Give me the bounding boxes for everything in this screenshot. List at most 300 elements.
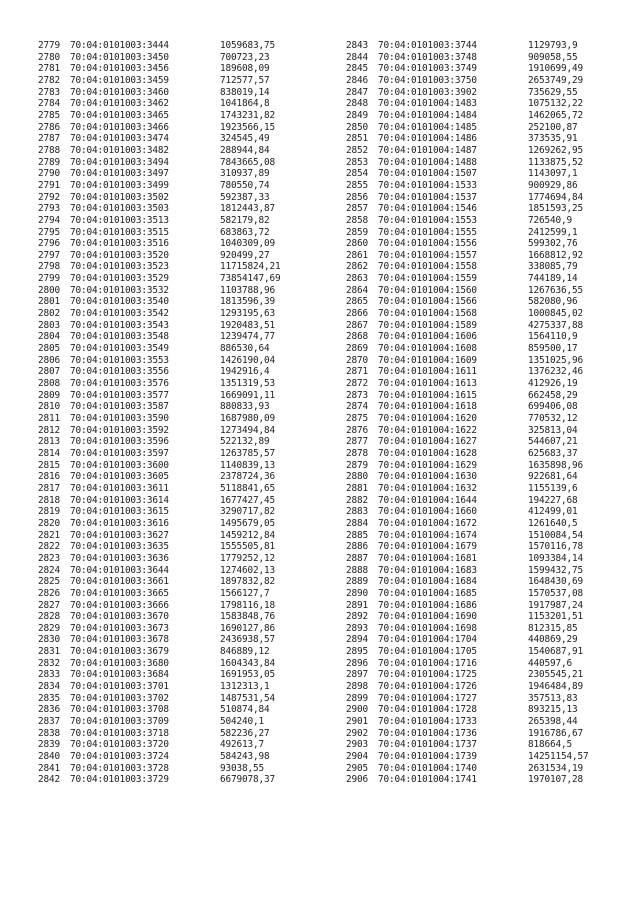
table-row	[38, 75, 330, 87]
row-number: 2816	[38, 471, 60, 483]
cadastral-number: 70:04:0101004:1556	[378, 238, 477, 250]
table-row	[346, 506, 638, 518]
cadastral-value: 14251154,57	[528, 751, 589, 763]
table-row	[346, 261, 638, 273]
table-row	[346, 320, 638, 332]
row-number: 2841	[38, 762, 60, 774]
row-number: 2845	[346, 63, 368, 75]
cadastral-number: 70:04:0101003:3749	[378, 63, 477, 75]
table-row	[346, 227, 638, 239]
cadastral-number: 70:04:0101004:1488	[378, 156, 477, 168]
table-row	[346, 565, 638, 577]
table-row	[38, 751, 330, 763]
cadastral-value: 440597,6	[528, 657, 572, 669]
table-row	[346, 634, 638, 646]
table-row	[38, 355, 330, 367]
table-row	[38, 681, 330, 693]
cadastral-number: 70:04:0101004:1553	[378, 214, 477, 226]
cadastral-number: 70:04:0101004:1557	[378, 249, 477, 261]
table-row	[38, 343, 330, 355]
cadastral-value: 1075132,22	[528, 98, 583, 110]
row-number: 2801	[38, 296, 60, 308]
cadastral-value: 1668812,92	[528, 249, 583, 261]
row-number: 2779	[38, 40, 60, 51]
cadastral-number: 70:04:0101004:1726	[378, 681, 477, 693]
row-number: 2834	[38, 681, 60, 693]
row-number: 2803	[38, 319, 60, 331]
cadastral-number: 70:04:0101003:3515	[70, 226, 169, 238]
cadastral-value: 1564110,9	[528, 331, 578, 343]
cadastral-value: 252100,87	[528, 121, 578, 133]
cadastral-value: 1798116,18	[220, 599, 275, 611]
cadastral-number: 70:04:0101004:1674	[378, 529, 477, 541]
table-row	[346, 308, 638, 320]
cadastral-value: 582080,96	[528, 296, 578, 308]
cadastral-value: 1103788,96	[220, 284, 275, 296]
cadastral-number: 70:04:0101003:3529	[70, 273, 169, 285]
table-row	[38, 133, 330, 145]
table-row	[38, 122, 330, 134]
cadastral-value: 1920483,51	[220, 319, 275, 331]
cadastral-value: 1263785,57	[220, 447, 275, 459]
cadastral-value: 893215,13	[528, 704, 578, 716]
cadastral-number: 70:04:0101003:3523	[70, 261, 169, 273]
cadastral-number: 70:04:0101004:1618	[378, 401, 477, 413]
table-row	[346, 704, 638, 716]
cadastral-number: 70:04:0101003:3503	[70, 203, 169, 215]
cadastral-number: 70:04:0101004:1741	[378, 774, 477, 786]
row-number: 2894	[346, 634, 368, 646]
table-row	[346, 530, 638, 542]
table-row	[38, 331, 330, 343]
cadastral-value: 1540687,91	[528, 646, 583, 658]
row-number: 2810	[38, 401, 60, 413]
cadastral-number: 70:04:0101004:1589	[378, 319, 477, 331]
row-number: 2789	[38, 156, 60, 168]
cadastral-value: 522132,89	[220, 436, 270, 448]
table-row	[38, 576, 330, 588]
row-number: 2842	[38, 774, 60, 786]
row-number: 2873	[346, 389, 368, 401]
cadastral-value: 1376232,46	[528, 366, 583, 378]
cadastral-value: 1129793,9	[528, 40, 578, 51]
row-number: 2795	[38, 226, 60, 238]
cadastral-value: 886530,64	[220, 343, 270, 355]
table-row	[346, 413, 638, 425]
cadastral-number: 70:04:0101003:3616	[70, 517, 169, 529]
table-row	[38, 401, 330, 413]
table-row	[346, 343, 638, 355]
table-row	[38, 168, 330, 180]
table-row	[38, 320, 330, 332]
cadastral-value: 1812443,87	[220, 203, 275, 215]
cadastral-value: 1059683,75	[220, 40, 275, 51]
table-row	[346, 296, 638, 308]
row-number: 2782	[38, 74, 60, 86]
row-number: 2896	[346, 657, 368, 669]
cadastral-number: 70:04:0101003:3611	[70, 482, 169, 494]
table-row	[38, 541, 330, 553]
cadastral-value: 744189,14	[528, 273, 578, 285]
row-number: 2796	[38, 238, 60, 250]
row-number: 2811	[38, 413, 60, 424]
row-number: 2863	[346, 273, 368, 285]
table-row	[346, 331, 638, 343]
cadastral-value: 1570537,08	[528, 587, 583, 599]
cadastral-value: 1566127,7	[220, 587, 270, 599]
row-number: 2840	[38, 751, 60, 763]
cadastral-number: 70:04:0101004:1486	[378, 133, 477, 145]
cadastral-value: 2631534,19	[528, 762, 583, 774]
table-row	[346, 611, 638, 623]
cadastral-number: 70:04:0101004:1608	[378, 343, 477, 355]
cadastral-number: 70:04:0101003:3720	[70, 739, 169, 751]
cadastral-value: 846889,12	[220, 646, 270, 658]
cadastral-number: 70:04:0101004:1533	[378, 179, 477, 191]
cadastral-number: 70:04:0101004:1537	[378, 191, 477, 203]
cadastral-number: 70:04:0101003:3540	[70, 296, 169, 308]
cadastral-value: 1495679,05	[220, 517, 275, 529]
cadastral-number: 70:04:0101003:3597	[70, 447, 169, 459]
cadastral-value: 1774694,84	[528, 191, 583, 203]
row-number: 2883	[346, 506, 368, 518]
cadastral-value: 1910699,49	[528, 63, 583, 75]
table-row	[346, 378, 638, 390]
row-number: 2797	[38, 249, 60, 261]
table-row	[346, 192, 638, 204]
cadastral-number: 70:04:0101003:3502	[70, 191, 169, 203]
table-row	[38, 378, 330, 390]
cadastral-number: 70:04:0101004:1644	[378, 494, 477, 506]
cadastral-value: 1604343,84	[220, 657, 275, 669]
table-row	[346, 495, 638, 507]
cadastral-number: 70:04:0101003:3459	[70, 74, 169, 86]
cadastral-number: 70:04:0101003:3750	[378, 74, 477, 86]
table-row	[38, 145, 330, 157]
row-number: 2829	[38, 622, 60, 634]
table-row	[346, 122, 638, 134]
cadastral-value: 1155139,6	[528, 482, 578, 494]
cadastral-number: 70:04:0101004:1487	[378, 144, 477, 156]
cadastral-number: 70:04:0101003:3520	[70, 249, 169, 261]
cadastral-value: 373535,91	[528, 133, 578, 145]
cadastral-value: 93038,55	[220, 762, 264, 774]
row-number: 2901	[346, 716, 368, 728]
table-row	[38, 728, 330, 740]
cadastral-number: 70:04:0101003:3499	[70, 179, 169, 191]
cadastral-value: 1677427,45	[220, 494, 275, 506]
cadastral-value: 73854147,69	[220, 273, 281, 285]
table-row	[346, 681, 638, 693]
row-number: 2892	[346, 611, 368, 623]
table-row	[38, 565, 330, 577]
table-row	[346, 751, 638, 763]
table-row	[38, 180, 330, 192]
row-number: 2900	[346, 704, 368, 716]
row-number: 2780	[38, 51, 60, 63]
cadastral-number: 70:04:0101004:1560	[378, 284, 477, 296]
cadastral-number: 70:04:0101004:1683	[378, 564, 477, 576]
row-number: 2888	[346, 564, 368, 576]
cadastral-number: 70:04:0101004:1559	[378, 273, 477, 285]
cadastral-number: 70:04:0101003:3635	[70, 541, 169, 553]
cadastral-value: 1669091,11	[220, 389, 275, 401]
cadastral-value: 584243,98	[220, 751, 270, 763]
table-row	[38, 87, 330, 99]
cadastral-value: 909058,55	[528, 51, 578, 63]
row-number: 2864	[346, 284, 368, 296]
cadastral-value: 1274602,13	[220, 564, 275, 576]
cadastral-number: 70:04:0101003:3548	[70, 331, 169, 343]
table-row	[346, 541, 638, 553]
cadastral-value: 1917987,24	[528, 599, 583, 611]
row-number: 2837	[38, 716, 60, 728]
table-row	[38, 669, 330, 681]
cadastral-number: 70:04:0101003:3636	[70, 552, 169, 564]
cadastral-number: 70:04:0101004:1690	[378, 611, 477, 623]
row-number: 2852	[346, 144, 368, 156]
table-row	[38, 588, 330, 600]
row-number: 2818	[38, 494, 60, 506]
cadastral-value: 922681,64	[528, 471, 578, 483]
table-row	[38, 63, 330, 75]
table-row	[346, 250, 638, 262]
table-row	[38, 693, 330, 705]
row-number: 2836	[38, 704, 60, 716]
cadastral-number: 70:04:0101003:3661	[70, 576, 169, 588]
cadastral-number: 70:04:0101003:3444	[70, 40, 169, 51]
row-number: 2904	[346, 751, 368, 763]
row-number: 2843	[346, 40, 368, 51]
row-number: 2876	[346, 424, 368, 436]
row-number: 2890	[346, 587, 368, 599]
table-row	[38, 203, 330, 215]
table-row	[346, 273, 638, 285]
row-number: 2866	[346, 308, 368, 320]
cadastral-value: 288944,84	[220, 144, 270, 156]
cadastral-value: 492613,7	[220, 739, 264, 751]
table-row	[38, 413, 330, 425]
cadastral-number: 70:04:0101003:3553	[70, 354, 169, 366]
cadastral-value: 338085,79	[528, 261, 578, 273]
table-row	[346, 658, 638, 670]
table-row	[346, 157, 638, 169]
cadastral-number: 70:04:0101004:1507	[378, 168, 477, 180]
table-row	[38, 716, 330, 728]
cadastral-value: 1942916,4	[220, 366, 270, 378]
cadastral-value: 1743231,82	[220, 109, 275, 121]
cadastral-number: 70:04:0101003:3684	[70, 669, 169, 681]
cadastral-value: 1813596,39	[220, 296, 275, 308]
table-row	[346, 774, 638, 786]
cadastral-value: 1690127,86	[220, 622, 275, 634]
cadastral-number: 70:04:0101004:1615	[378, 389, 477, 401]
cadastral-number: 70:04:0101004:1704	[378, 634, 477, 646]
table-row	[346, 133, 638, 145]
cadastral-number: 70:04:0101004:1628	[378, 447, 477, 459]
row-number: 2822	[38, 541, 60, 553]
cadastral-number: 70:04:0101003:3678	[70, 634, 169, 646]
table-row	[38, 98, 330, 110]
cadastral-number: 70:04:0101003:3605	[70, 471, 169, 483]
cadastral-number: 70:04:0101004:1660	[378, 506, 477, 518]
table-row	[38, 646, 330, 658]
cadastral-value: 770532,12	[528, 413, 578, 424]
cadastral-value: 1487531,54	[220, 692, 275, 704]
row-number: 2859	[346, 226, 368, 238]
cadastral-number: 70:04:0101004:1630	[378, 471, 477, 483]
row-number: 2861	[346, 249, 368, 261]
cadastral-number: 70:04:0101003:3748	[378, 51, 477, 63]
cadastral-value: 712577,57	[220, 74, 270, 86]
cadastral-value: 1459212,84	[220, 529, 275, 541]
cadastral-value: 1555505,81	[220, 541, 275, 553]
row-number: 2785	[38, 109, 60, 121]
table-row	[38, 285, 330, 297]
cadastral-number: 70:04:0101004:1705	[378, 646, 477, 658]
row-number: 2858	[346, 214, 368, 226]
row-number: 2792	[38, 191, 60, 203]
cadastral-value: 4275337,88	[528, 319, 583, 331]
cadastral-value: 1293195,63	[220, 308, 275, 320]
cadastral-number: 70:04:0101003:3744	[378, 40, 477, 51]
table-row	[346, 716, 638, 728]
cadastral-value: 625683,37	[528, 447, 578, 459]
table-row	[38, 495, 330, 507]
row-number: 2856	[346, 191, 368, 203]
table-row	[38, 40, 330, 52]
cadastral-number: 70:04:0101004:1483	[378, 98, 477, 110]
cadastral-value: 1570116,78	[528, 541, 583, 553]
cadastral-value: 3290717,82	[220, 506, 275, 518]
cadastral-value: 504240,1	[220, 716, 264, 728]
row-number: 2886	[346, 541, 368, 553]
cadastral-value: 1510084,54	[528, 529, 583, 541]
row-number: 2790	[38, 168, 60, 180]
row-number: 2897	[346, 669, 368, 681]
table-row	[346, 448, 638, 460]
cadastral-value: 1426190,04	[220, 354, 275, 366]
cadastral-number: 70:04:0101004:1484	[378, 109, 477, 121]
row-number: 2882	[346, 494, 368, 506]
cadastral-value: 1462065,72	[528, 109, 583, 121]
cadastral-number: 70:04:0101003:3474	[70, 133, 169, 145]
row-number: 2874	[346, 401, 368, 413]
table-row	[346, 87, 638, 99]
cadastral-number: 70:04:0101003:3576	[70, 378, 169, 390]
row-number: 2872	[346, 378, 368, 390]
table-row	[38, 238, 330, 250]
row-number: 2783	[38, 86, 60, 98]
table-row	[38, 506, 330, 518]
table-row	[38, 436, 330, 448]
cadastral-number: 70:04:0101004:1622	[378, 424, 477, 436]
row-number: 2848	[346, 98, 368, 110]
cadastral-value: 1970107,28	[528, 774, 583, 786]
table-row	[38, 215, 330, 227]
cadastral-number: 70:04:0101003:3497	[70, 168, 169, 180]
cadastral-number: 70:04:0101004:1736	[378, 727, 477, 739]
cadastral-number: 70:04:0101004:1566	[378, 296, 477, 308]
table-row	[346, 75, 638, 87]
cadastral-number: 70:04:0101004:1739	[378, 751, 477, 763]
cadastral-value: 357513,83	[528, 692, 578, 704]
row-number: 2827	[38, 599, 60, 611]
row-number: 2891	[346, 599, 368, 611]
cadastral-number: 70:04:0101004:1558	[378, 261, 477, 273]
table-row	[346, 355, 638, 367]
cadastral-number: 70:04:0101004:1681	[378, 552, 477, 564]
row-number: 2784	[38, 98, 60, 110]
cadastral-number: 70:04:0101003:3577	[70, 389, 169, 401]
cadastral-number: 70:04:0101004:1546	[378, 203, 477, 215]
cadastral-value: 1923566,15	[220, 121, 275, 133]
cadastral-value: 1312313,1	[220, 681, 270, 693]
row-number: 2793	[38, 203, 60, 215]
row-number: 2880	[346, 471, 368, 483]
cadastral-number: 70:04:0101003:3701	[70, 681, 169, 693]
table-row	[346, 98, 638, 110]
table-row	[346, 40, 638, 52]
cadastral-number: 70:04:0101004:1698	[378, 622, 477, 634]
table-row	[38, 296, 330, 308]
cadastral-value: 599302,76	[528, 238, 578, 250]
row-number: 2813	[38, 436, 60, 448]
cadastral-value: 662458,29	[528, 389, 578, 401]
table-row	[346, 425, 638, 437]
row-number: 2893	[346, 622, 368, 634]
cadastral-number: 70:04:0101003:3549	[70, 343, 169, 355]
cadastral-value: 310937,89	[220, 168, 270, 180]
row-number: 2877	[346, 436, 368, 448]
cadastral-number: 70:04:0101004:1568	[378, 308, 477, 320]
table-row	[346, 588, 638, 600]
row-number: 2799	[38, 273, 60, 285]
cadastral-number: 70:04:0101003:3494	[70, 156, 169, 168]
table-row	[346, 238, 638, 250]
table-row	[346, 366, 638, 378]
cadastral-value: 726540,9	[528, 214, 572, 226]
cadastral-number: 70:04:0101003:3670	[70, 611, 169, 623]
row-number: 2807	[38, 366, 60, 378]
cadastral-number: 70:04:0101003:3466	[70, 121, 169, 133]
left-column	[38, 40, 330, 786]
cadastral-number: 70:04:0101003:3462	[70, 98, 169, 110]
table-row	[346, 553, 638, 565]
cadastral-value: 818664,5	[528, 739, 572, 751]
row-number: 2805	[38, 343, 60, 355]
row-number: 2832	[38, 657, 60, 669]
row-number: 2800	[38, 284, 60, 296]
row-number: 2814	[38, 447, 60, 459]
row-number: 2895	[346, 646, 368, 658]
cadastral-number: 70:04:0101003:3718	[70, 727, 169, 739]
row-number: 2898	[346, 681, 368, 693]
table-row	[38, 273, 330, 285]
cadastral-value: 700723,23	[220, 51, 270, 63]
row-number: 2806	[38, 354, 60, 366]
cadastral-value: 11715824,21	[220, 261, 281, 273]
row-number: 2835	[38, 692, 60, 704]
cadastral-value: 1040309,09	[220, 238, 275, 250]
table-row	[346, 63, 638, 75]
cadastral-number: 70:04:0101004:1611	[378, 366, 477, 378]
cadastral-value: 1916786,67	[528, 727, 583, 739]
row-number: 2809	[38, 389, 60, 401]
cadastral-number: 70:04:0101004:1672	[378, 517, 477, 529]
cadastral-number: 70:04:0101003:3450	[70, 51, 169, 63]
cadastral-number: 70:04:0101003:3665	[70, 587, 169, 599]
